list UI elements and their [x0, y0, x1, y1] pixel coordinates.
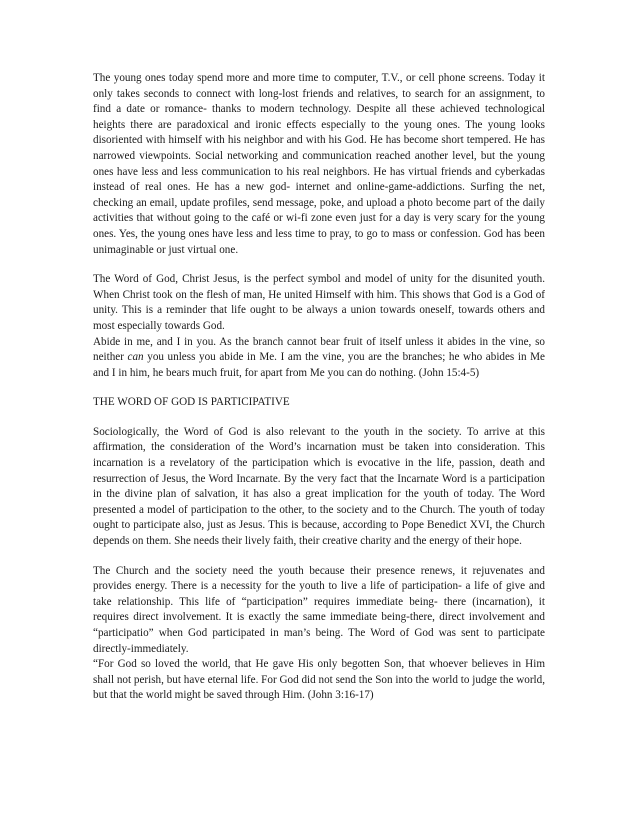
scripture-text-part-2: you unless you abide in Me. I am the vine, you are the branches; he who abides in Me and I in him, he bears much fruit, for apart from Me you can do nothing. (John 15:4-5) [93, 351, 545, 379]
paragraph-scripture-john-15 [93, 335, 545, 382]
document-page [93, 71, 545, 718]
scripture-emphasis: can [127, 351, 144, 364]
paragraph-word-of-god-unity: The Word of God, Christ Jesus, is the perfect symbol and model of unity for the disunited youth. When Christ took on the flesh of man, He united Himself with him. This shows that God is a God of unity. This is a reminder that life ought to be always a union towards oneself, towards others and most especially towards God. [93, 273, 545, 332]
paragraph-scripture-john-3: “For God so loved the world, that He gave His only begotten Son, that whoever believes in Him shall not perish, but have eternal life. For God did not send the Son into the world to judge the world, but that the world might be saved through Him. (John 3:16-17) [93, 658, 545, 702]
paragraph-sociological-relevance: Sociologically, the Word of God is also relevant to the youth in the society. To arrive at this affirmation, the consideration of the Word’s incarnation must be taken into consideration. This incarnation is a revelatory of the participation which is evocative in the life, passion, death and resurrection of Jesus, the Word Incarnate. By the very fact that the Incarnate Word is a participation in the divine plan of salvation, it has also a great implication for the youth of today. The Word presented a model of participation to the other, to the society and to the Church. The youth of today ought to participate also, just as Jesus. This is because, according to Pope Benedict XVI, the Church depends on them. She needs their lively faith, their creative charity and the energy of their hope. [93, 425, 545, 548]
scripture-text-part-1: Abide in me, and I in you. As the branch cannot bear fruit of itself unless it abides in the vine, so neither [93, 335, 545, 364]
paragraph-church-needs-youth: The Church and the society need the youth because their presence renews, it rejuvenates and provides energy. There is a necessity for the youth to live a life of participation- a life of give and take relationship. This life of “participation” requires immediate being- there (incarnation), it requires direct involvement. It is exactly the same immediate being-there, direct involvement and “participatio” when God participated in man’s being. The Word of God was sent to participate directly-immediately. [93, 564, 545, 655]
section-heading: THE WORD OF GOD IS PARTICIPATIVE [93, 396, 290, 409]
paragraph-youth-technology: The young ones today spend more and more time to computer, T.V., or cell phone screens. Today it only takes seconds to connect with long-lost friends and relatives, to search for an assignment, to find a date or romance- thanks to modern technology. Despite all these achieved technological heights there are paradoxical and ironic effects especially to the young ones. The young looks disoriented with himself with his neighbor and with his God. He has become short tempered. He has narrowed viewpoints. Social networking and communication reached another level, but the young ones have less and less communication to his real neighbors. He has virtual friends and cyberkadas instead of real ones. He has a new god- internet and online-game-addictions. Surfing the net, checking an email, update profiles, send message, poke, and upload a photo become part of the daily activities that without going to the café or wi-fi zone even just for a day is very scary for the young ones. Yes, the young ones have less and less time to pray, to go to mass or confession. God has been unimaginable or just virtual one. [93, 72, 545, 256]
